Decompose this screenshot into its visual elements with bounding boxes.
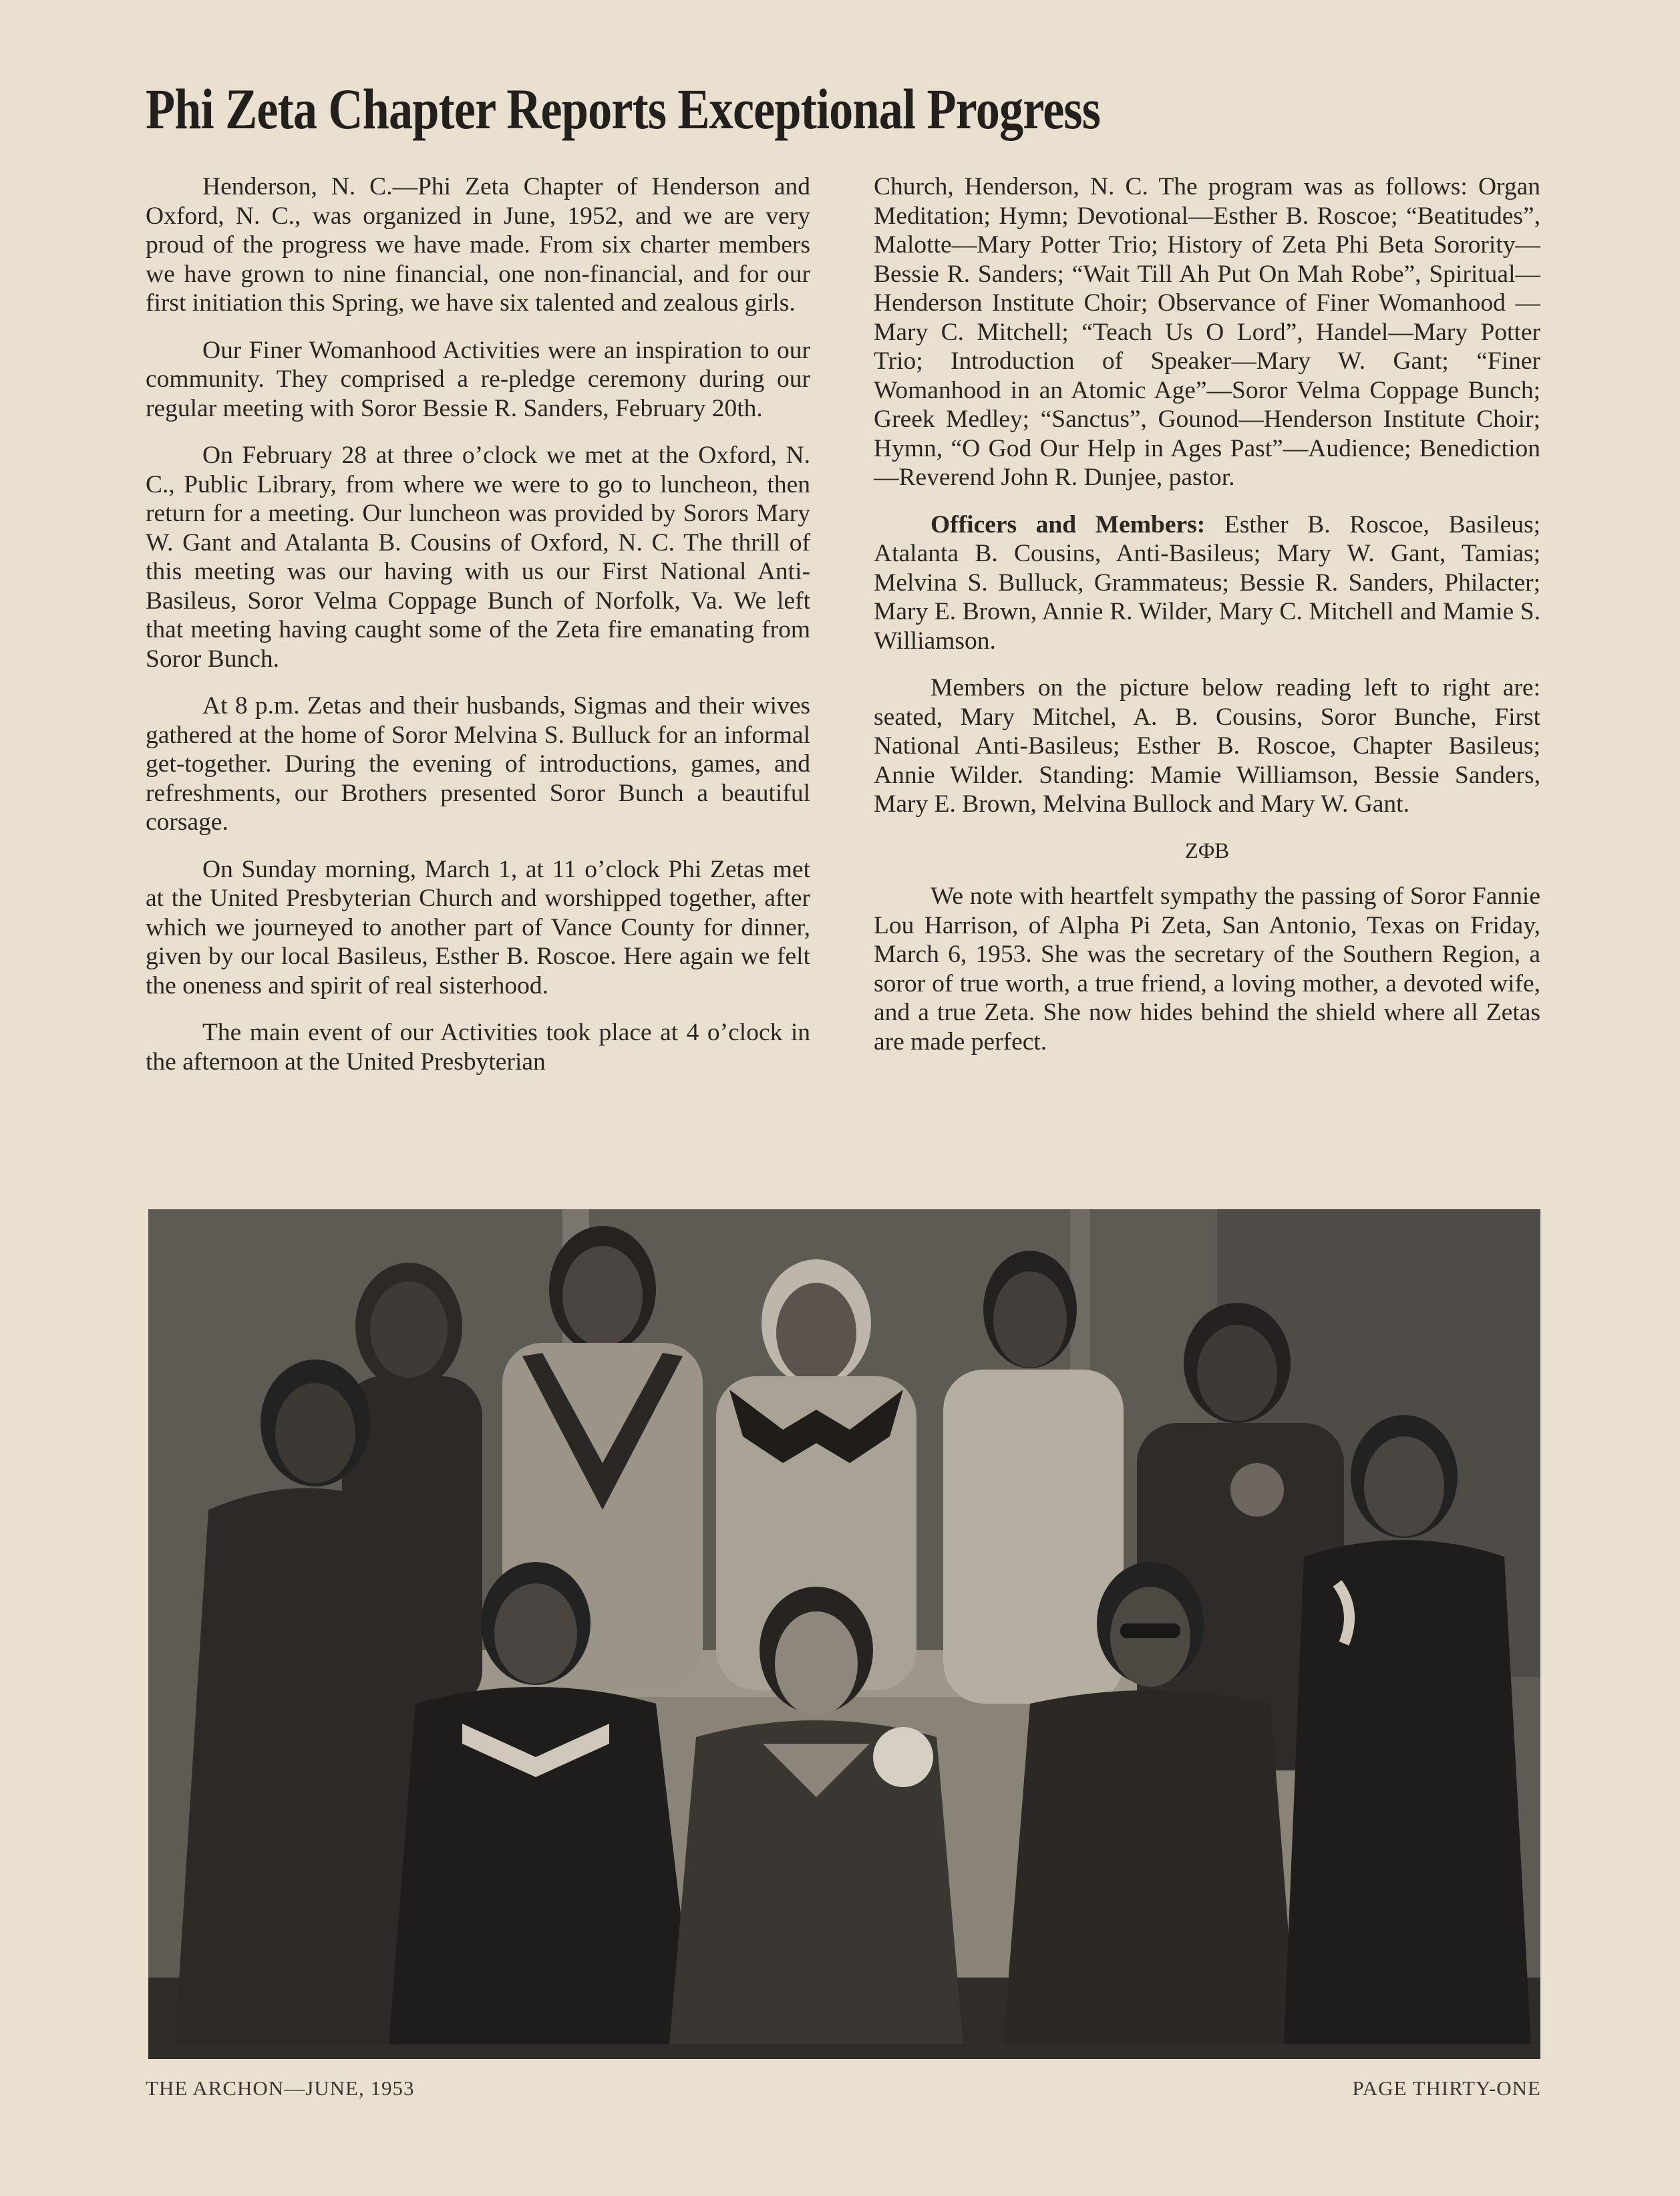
paragraph-february-28: On February 28 at three o’clock we met at the Oxford, N. C., Public Library, from where we were to go to luncheon, then return for a meeting. Our luncheon was provided by Sorors Mary W. Gant and Atalanta B. Cousins of Oxford, N. C. The thrill of this meeting was our having with us our First National Anti-Basileus, Soror Velma Coppage Bunch of Norfolk, Va. We left that meeting having caught some of the Zeta fire emanating from Soror Bunch.	[146, 442, 810, 673]
left-column	[146, 172, 810, 1094]
paragraph-photo-members: Members on the picture below reading left to right are: seated, Mary Mitchel, A. B. Cousins, Soror Bunche, First National Anti-Basileus; Esther B. Roscoe, Chapter Basileus; Annie Wilder. Standing: Mamie Williamson, Bessie Sanders, Mary E. Brown, Melvina Bullock and Mary W. Gant.	[874, 674, 1540, 818]
paragraph-program: Church, Henderson, N. C. The program was as follows: Organ Meditation; Hymn; Devotional—Esther B. Roscoe; “Beatitudes”, Malotte—Mary Potter Trio; History of Zeta Phi Beta Sorority—Bessie R. Sanders; “Wait Till Ah Put On Mah Robe”, Spiritual—Henderson Institute Choir; Observance of Finer Womanhood —Mary C. Mitchell; “Teach Us O Lord”, Handel—Mary Potter Trio; Introduction of Speaker—Mary W. Gant; “Finer Womanhood in an Atomic Age”—Soror Velma Coppage Bunch; Greek Medley; “Sanctus”, Gounod—Henderson Institute Choir; Hymn, “O God Our Help in Ages Past”—Audience; Benediction—Reverend John R. Dunjee, pastor.	[874, 173, 1540, 491]
officers-label: Officers and Members:	[931, 510, 1206, 538]
paragraph-get-together: At 8 p.m. Zetas and their husbands, Sigmas and their wives gathered at the home of Soror Melvina S. Bulluck for an informal get-together. During the evening of introductions, games, and refreshments, our Brothers presented Soror Bunch a beautiful corsage.	[146, 692, 810, 836]
paragraph-sympathy: We note with heartfelt sympathy the passing of Soror Fannie Lou Harrison, of Alpha Pi Zeta, San Antonio, Texas on Friday, March 6, 1953. She was the secretary of the Southern Region, a soror of true worth, a true friend, a loving mother, a devoted wife, and a true Zeta. She now hides behind the shield where all Zetas are made perfect.	[874, 883, 1540, 1056]
sorority-divider: ZΦB	[1184, 838, 1230, 863]
paragraph-sunday-service: On Sunday morning, March 1, at 11 o’clock Phi Zetas met at the United Presbyterian Church and worshipped together, after which we journeyed to another part of Vance County for dinner, given by our local Basileus, Esther B. Roscoe. Here again we felt the oneness and spirit of real sisterhood.	[146, 855, 810, 999]
paragraph-finer-womanhood: Our Finer Womanhood Activities were an inspiration to our community. They comprised a re-pledge ceremony during our regular meeting with Soror Bessie R. Sanders, February 20th.	[146, 336, 810, 422]
officers-text: Esther B. Roscoe, Basileus; Atalanta B. Cousins, Anti-Basileus; Mary W. Gant, Tamias; Melvina S. Bulluck, Grammateus; Bessie R. Sanders, Philacter; Mary E. Brown, Annie R. Wilder, Mary C. Mitchell and Mamie S. Williamson.	[874, 510, 1540, 655]
footer-publication: THE ARCHON—JUNE, 1953	[146, 2076, 415, 2100]
paragraph-organization: Henderson, N. C.—Phi Zeta Chapter of Henderson and Oxford, N. C., was organized in June, 1952, and we are very proud of the progress we have made. From six charter members we have grown to nine financial, one non-financial, and for our first initiation this Spring, we have six talented and zealous girls.	[146, 173, 810, 317]
right-column	[874, 172, 1540, 1074]
headline: Phi Zeta Chapter Reports Exceptional Progress	[146, 77, 1100, 141]
group-photo-illustration	[148, 1209, 1540, 2059]
paragraph-main-event: The main event of our Activities took place at 4 o’clock in the afternoon at the United Presbyterian	[146, 1019, 810, 1076]
footer-page-number: PAGE THIRTY-ONE	[1352, 2076, 1541, 2100]
group-photo	[148, 1209, 1540, 2059]
paragraph-officers	[874, 510, 1540, 656]
